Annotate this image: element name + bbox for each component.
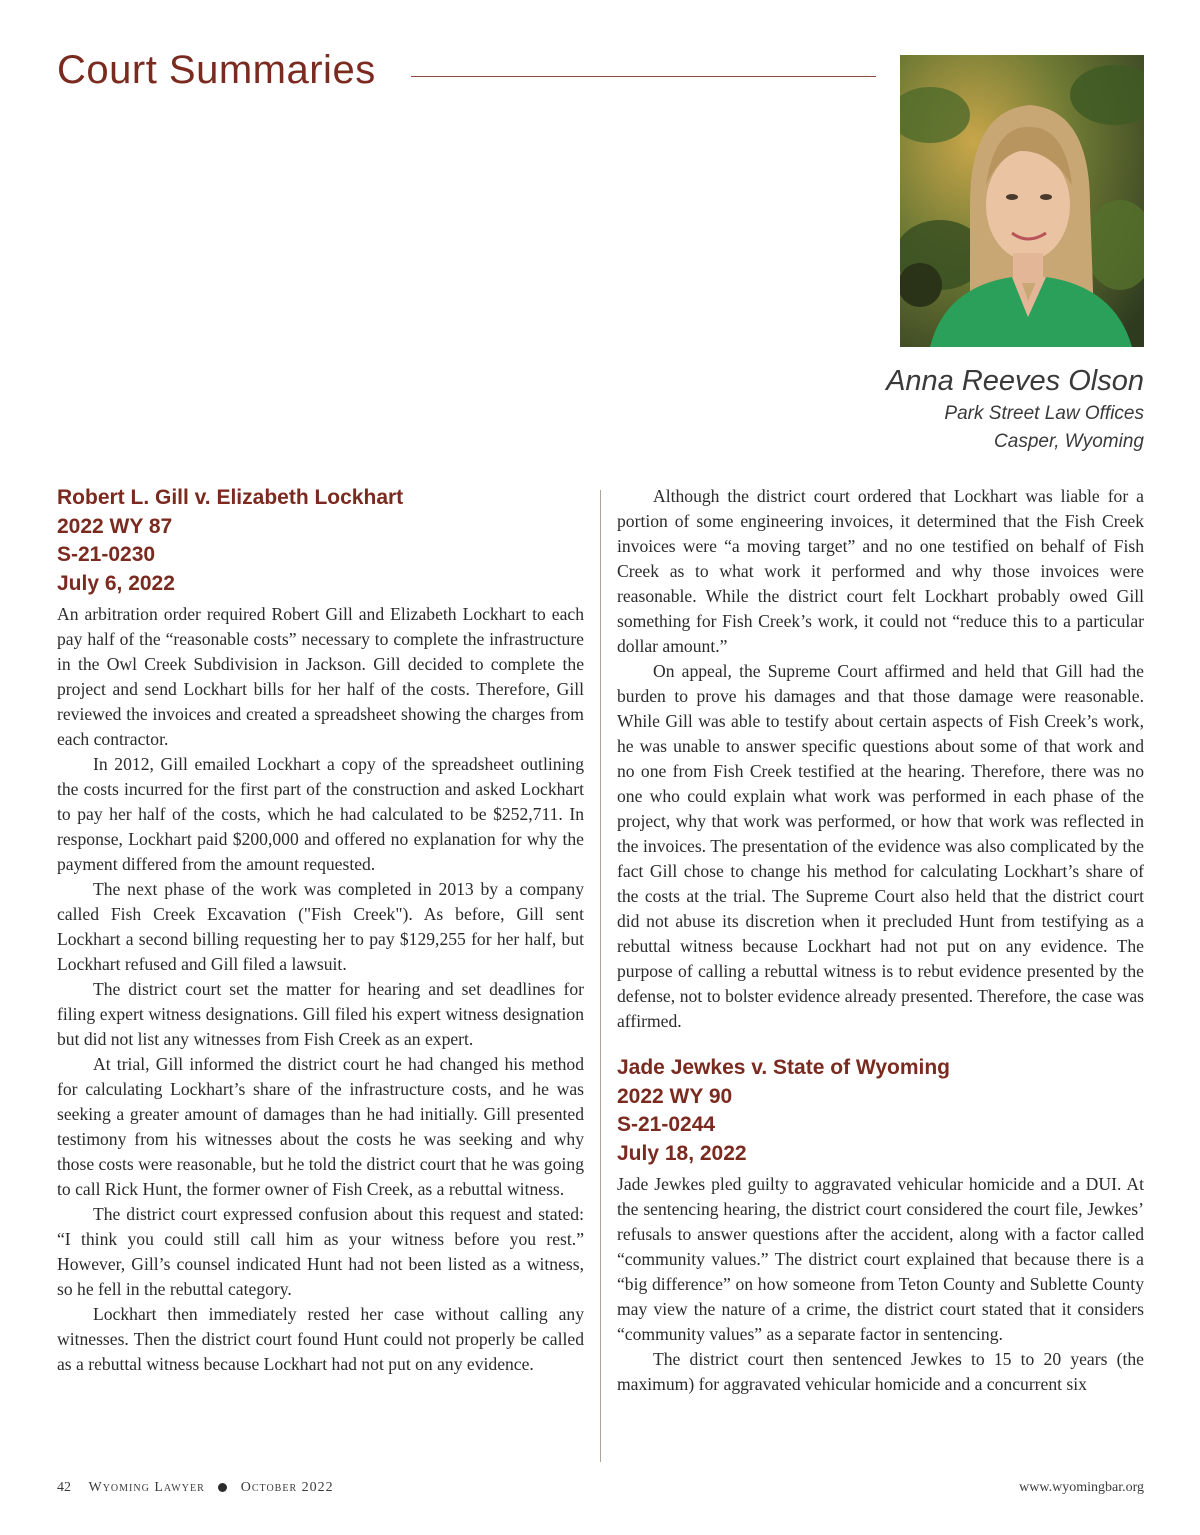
paragraph: The district court expressed confusion about this request and stated: “I think you could still call him as your witness before you rest.” However, Gill’s counsel indicated Hunt had not been listed as a witness, so he fell in the rebuttal category. xyxy=(57,1204,584,1299)
author-location: Casper, Wyoming xyxy=(994,431,1144,452)
paragraph: At trial, Gill informed the district court he had changed his method for calculating Lockhart’s share of the infrastructure costs, and he was seeking a greater amount of damages than he had initially. Gill presented testimony from his witnesses about the costs he was seeking and why those costs were reasonable, but he told the district court that he was going to call Rick Hunt, the former owner of Fish Creek, as a rebuttal witness. xyxy=(57,1054,584,1199)
paragraph: Jade Jewkes pled guilty to aggravated vehicular homicide and a DUI. At the sentencing hearing, the district court considered the court file, Jewkes’ refusals to answer questions after the accident, along with a factor called “community values.” The district court explained that because there is a “big difference” on how someone from Teton County and Sublette County may view the nature of a crime, the district court stated that it considers “community values” as a separate factor in sentencing. xyxy=(617,1174,1144,1344)
left-column xyxy=(57,484,584,1377)
page-title: Court Summaries xyxy=(57,48,376,92)
website-link[interactable]: www.wyomingbar.org xyxy=(1019,1480,1144,1495)
paragraph: Although the district court ordered that Lockhart was liable for a portion of some engineering invoices, it determined that the Fish Creek invoices were “a moving target” and no one testified on behalf of Fish Creek as to what work it performed and why those invoices were reasonable. While the district court felt Lockhart probably owed Gill something for Fish Creek’s work, it could not “reduce this to a particular dollar amount.” xyxy=(617,486,1144,656)
right-column xyxy=(617,484,1144,1397)
case-heading-jewkes xyxy=(617,1054,1144,1168)
paragraph: On appeal, the Supreme Court affirmed and held that Gill had the burden to prove his damages and that those damage were reasonable. While Gill was able to testify about certain aspects of Fish Creek’s work, he was unable to answer specific questions about some of that work and no one from Fish Creek testified at the hearing. Therefore, there was no one who could explain what work was performed in each phase of the project, why that work was performed, or how that work was reflected in the invoices. The presentation of the evidence was also complicated by the fact Gill chose to change his method for calculating Lockhart’s share of the costs at the trial. The Supreme Court also held that the district court did not abuse its discretion when it precluded Hunt from testifying as a rebuttal witness because Lockhart had not put on any evidence. The purpose of calling a rebuttal witness is to rebut evidence presented by the defense, not to bolster evidence already presented. Therefore, the case was affirmed. xyxy=(617,661,1144,1031)
paragraph: Lockhart then immediately rested her case without calling any witnesses. Then the district court found Hunt could not properly be called as a rebuttal witness because Lockhart had not put on any evidence. xyxy=(57,1304,584,1374)
case-citation: 2022 WY 90 xyxy=(617,1084,733,1108)
case-heading-gill xyxy=(57,484,584,598)
title-rule xyxy=(411,76,876,77)
author-firm: Park Street Law Offices xyxy=(944,403,1144,424)
paragraph: An arbitration order required Robert Gill and Elizabeth Lockhart to each pay half of the “reasonable costs” necessary to complete the infrastructure in the Owl Creek Subdivision in Jackson. Gill decided to complete the project and send Lockhart bills for her half of the costs. Therefore, Gill reviewed the invoices and created a spreadsheet showing the charges from each contractor. xyxy=(57,604,584,749)
publication-name: Wyoming Lawyer xyxy=(88,1480,205,1495)
page-number: 42 xyxy=(57,1480,71,1495)
case-docket: S-21-0244 xyxy=(617,1113,716,1136)
paragraph: In 2012, Gill emailed Lockhart a copy of the spreadsheet outlining the costs incurred for the first part of the construction and asked Lockhart to pay her half of the costs, which he had calculated to be $252,711. In response, Lockhart paid $200,000 and offered no explanation for why the payment differed from the amount requested. xyxy=(57,754,584,874)
paragraph: The next phase of the work was completed in 2013 by a company called Fish Creek Excavation ("Fish Creek"). As before, Gill sent Lockhart a second billing requesting her to pay $129,255 for her half, but Lockhart refused and Gill filed a lawsuit. xyxy=(57,879,584,974)
case-date: July 6, 2022 xyxy=(57,571,175,595)
case-docket: S-21-0230 xyxy=(57,543,156,566)
case-title: Jade Jewkes v. State of Wyoming xyxy=(617,1056,951,1079)
page-footer xyxy=(57,1480,1144,1500)
author-name: Anna Reeves Olson xyxy=(886,365,1144,397)
case-date: July 18, 2022 xyxy=(617,1141,747,1165)
paragraph: The district court set the matter for hearing and set deadlines for filing expert witness designations. Gill filed his expert witness designation but did not list any witnesses from Fish Creek as an expert. xyxy=(57,979,584,1049)
author-photo xyxy=(900,55,1144,347)
paragraph: The district court then sentenced Jewkes to 15 to 20 years (the maximum) for aggravated vehicular homicide and a concurrent six xyxy=(617,1349,1144,1394)
issue-date: October 2022 xyxy=(240,1480,334,1495)
case-title: Robert L. Gill v. Elizabeth Lockhart xyxy=(57,486,404,509)
footer-left xyxy=(57,1480,334,1496)
column-divider xyxy=(600,490,601,1462)
case-citation: 2022 WY 87 xyxy=(57,514,173,538)
bullet-separator xyxy=(218,1483,227,1492)
author-byline xyxy=(886,362,1144,456)
